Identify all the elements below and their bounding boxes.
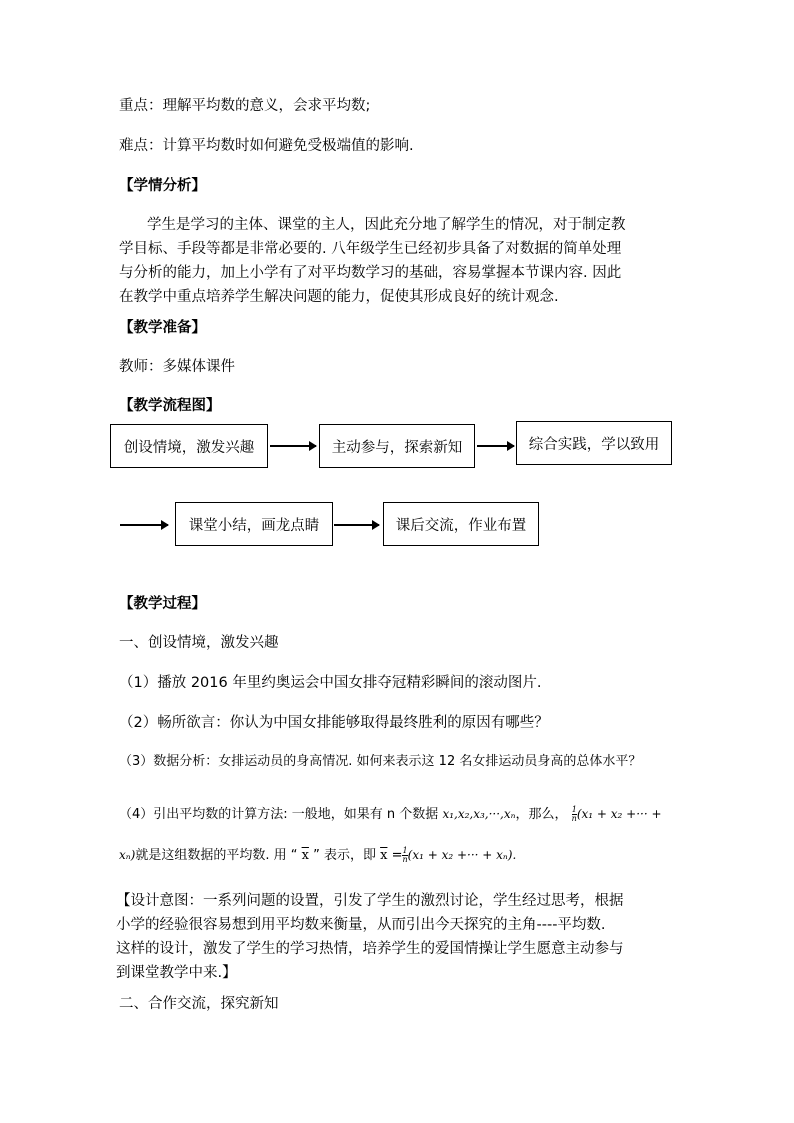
design-line: 【设计意图：一系列问题的设置，引发了学生的激烈讨论，学生经过思考，根据	[116, 893, 624, 909]
x-bar-symbol: $\overline{x}$	[380, 848, 388, 863]
design-line: 这样的设计，激发了学生的学习热情，培养学生的爱国情操让学生愿意主动参与	[116, 941, 624, 957]
sum-full-expression: (x₁ + x₂ +··· + xₙ).	[407, 848, 517, 862]
sum-end: xₙ)	[119, 848, 136, 862]
item-2: （2）畅所欲言：你认为中国女排能够取得最终胜利的原因有哪些？	[119, 715, 549, 731]
item-3: （3）数据分析：女排运动员的身高情况. 如何来表示这 12 名女排运动员身高的总体水平？	[119, 754, 642, 769]
difficulty-text: 难点：计算平均数时如何避免受极端值的影响.	[119, 138, 414, 154]
fraction-denominator: n	[571, 814, 577, 823]
analysis-line: 学目标、手段等都是非常必要的. 八年级学生已经初步具备了对数据的简单处理	[119, 241, 622, 257]
sum-expression: (x₁ + x₂ +··· +	[576, 807, 662, 821]
item-4-line-1	[119, 804, 662, 825]
fraction-numerator: 1	[571, 805, 577, 814]
teacher-text: 教师：多媒体课件	[119, 359, 235, 375]
section-flow: 【教学流程图】	[119, 398, 221, 414]
design-line: 到课堂教学中来.】	[116, 965, 237, 981]
section-process: 【教学过程】	[119, 596, 206, 612]
item-4-text: 就是这组数据的平均数. 用 “	[135, 848, 298, 863]
focus-text: 重点：理解平均数的意义，会求平均数;	[119, 98, 371, 114]
x-bar-symbol: $\overline{x}$	[301, 848, 309, 863]
item-4-line-2	[119, 845, 516, 866]
data-sequence: x₁,x₂,x₃,···,xₙ	[442, 807, 516, 821]
item-1: （1）播放 2016 年里约奥运会中国女排夺冠精彩瞬间的滚动图片.	[119, 675, 542, 691]
analysis-line: 与分析的能力，加上小学有了对平均数学习的基础，容易掌握本节课内容. 因此	[119, 265, 622, 281]
fraction-denominator: n	[402, 855, 408, 864]
fraction-numerator: 1	[402, 846, 408, 855]
flow-arrow	[120, 524, 168, 526]
flow-arrow	[477, 445, 514, 447]
flow-arrow	[270, 445, 316, 447]
flow-arrow	[334, 524, 379, 526]
item-4-then: ，那么，	[515, 807, 568, 822]
design-line: 小学的经验很容易想到用平均数来衡量，从而引出今天探究的主角----平均数.	[116, 917, 606, 933]
item-4-text2: ” 表示，即	[313, 848, 376, 863]
design-intent-paragraph	[116, 889, 686, 985]
flow-box-3: 综合实践，学以致用	[516, 421, 672, 465]
flow-box-1: 创设情境，激发兴趣	[110, 424, 268, 468]
part1-title: 一、创设情境，激发兴趣	[119, 635, 279, 651]
analysis-line: 学生是学习的主体、课堂的主人，因此充分地了解学生的情况，对于制定教	[147, 217, 626, 233]
part2-title: 二、合作交流，探究新知	[119, 996, 279, 1012]
analysis-line: 在教学中重点培养学生解决问题的能力，促使其形成良好的统计观念.	[119, 289, 559, 305]
flow-box-2: 主动参与，探索新知	[319, 424, 475, 468]
section-analysis: 【学情分析】	[119, 178, 206, 194]
section-prep: 【教学准备】	[119, 320, 206, 336]
flow-box-5: 课后交流，作业布置	[383, 502, 539, 546]
flow-box-4: 课堂小结，画龙点睛	[175, 502, 333, 546]
item-4-prefix: （4）引出平均数的计算方法: 一般地，如果有 n 个数据	[119, 807, 439, 822]
equals-sign: =	[391, 848, 403, 863]
analysis-paragraph	[119, 213, 679, 309]
